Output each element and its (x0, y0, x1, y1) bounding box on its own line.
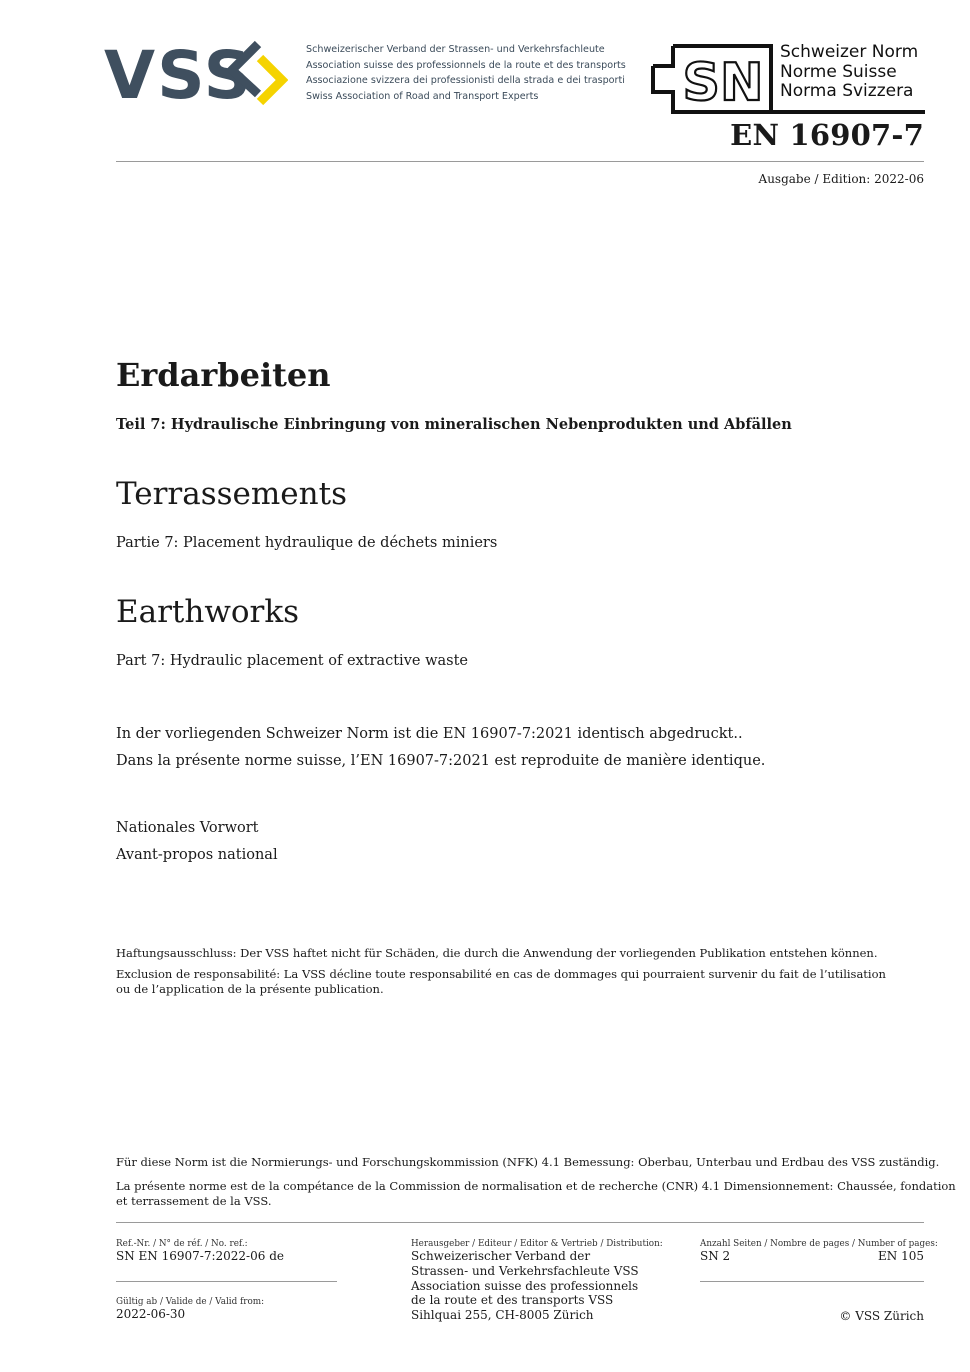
reference-divider (116, 1281, 337, 1282)
page-count-en: EN 105 (878, 1249, 924, 1263)
publisher-line: Schweizerischer Verband der (411, 1249, 591, 1263)
disclaimer-german (116, 946, 916, 961)
validity-value: 2022-06-30 (116, 1307, 186, 1321)
publisher-block (411, 1239, 663, 1323)
association-name-fr: Association suisse des professionnels de la route et des transports (306, 59, 626, 71)
edition-date: Ausgabe / Edition: 2022-06 (758, 172, 924, 186)
disclaimer-french (116, 967, 916, 997)
subtitle-english: Part 7: Hydraulic placement of extractive waste (116, 653, 468, 669)
committee-german-text: Für diese Norm ist die Normierungs- und Forschungskommission (NFK) 4.1 Bemessung: Oberbau, Unterbau und Erdbau des VSS zuständig. (116, 1155, 940, 1169)
disclaimer-german-text: Haftungsausschluss: Der VSS haftet nicht für Schäden, die durch die Anwendung der vorliegenden Publikation entstehen können. (116, 946, 878, 960)
publisher-label: Herausgeber / Editeur / Editor & Vertrieb / Distribution: (411, 1239, 663, 1249)
association-name-de: Schweizerischer Verband der Strassen- und Verkehrsfachleute (306, 44, 605, 55)
page-count-label: Anzahl Seiten / Nombre de pages / Number of pages: (700, 1239, 938, 1249)
footer-divider (116, 1222, 924, 1223)
publisher-address (411, 1249, 663, 1323)
title-english: Earthworks (116, 594, 300, 630)
page-count-block (700, 1239, 938, 1264)
document-number: EN 16907-7 (730, 118, 924, 152)
committee-french-line1: La présente norme est de la compétance de la Commission de normalisation et de recherche (CNR) 4.1 Dimensionnement: Chaussée, fondation (116, 1179, 956, 1193)
standard-name-it: Norma Svizzera (780, 81, 914, 101)
standard-name-fr: Norme Suisse (780, 61, 897, 82)
title-german: Erdarbeiten (116, 356, 331, 394)
reference-label: Ref.-Nr. / N° de réf. / No. ref.: (116, 1239, 248, 1249)
disclaimer-french-line2: ou de l’application de la présente publication. (116, 982, 384, 996)
validity-label: Gültig ab / Valide de / Valid from: (116, 1297, 265, 1307)
publisher-line: Sihlquai 255, CH-8005 Zürich (411, 1308, 594, 1323)
standard-name-de: Schweizer Norm (780, 42, 919, 62)
subtitle-german: Teil 7: Hydraulische Einbringung von mineralischen Nebenprodukten und Abfällen (116, 416, 792, 433)
page-count-divider (700, 1281, 924, 1282)
vss-logo (104, 36, 288, 106)
validity-block (116, 1297, 264, 1322)
copyright: © VSS Zürich (839, 1309, 924, 1323)
reference-block (116, 1239, 284, 1264)
committee-french (116, 1179, 956, 1209)
association-names (306, 42, 626, 104)
title-french: Terrassements (116, 476, 347, 512)
page-count-values (700, 1249, 924, 1264)
sn-logo-text: SN (682, 53, 764, 113)
reference-value: SN EN 16907-7:2022-06 de (116, 1249, 284, 1263)
identical-note-german: In der vorliegenden Schweizer Norm ist die EN 16907-7:2021 identisch abgedruckt.. (116, 726, 743, 742)
association-name-it: Associazione svizzera dei professionisti della strada e dei trasporti (306, 75, 625, 87)
committee-french-line2: et terrassement de la VSS. (116, 1194, 272, 1208)
identical-note-french: Dans la présente norme suisse, l’EN 16907-7:2021 est reproduite de manière identique. (116, 753, 766, 769)
subtitle-french: Partie 7: Placement hydraulique de déchets miniers (116, 535, 498, 551)
disclaimer-french-line1: Exclusion de responsabilité: La VSS décline toute responsabilité en cas de dommages qui pourraient survenir du fait de l’utilisation (116, 967, 886, 981)
committee-german (116, 1155, 940, 1170)
foreword-french: Avant-propos national (116, 847, 278, 863)
foreword-german: Nationales Vorwort (116, 820, 259, 836)
vss-logo-text: VSS (104, 37, 254, 106)
publisher-line: Strassen- und Verkehrsfachleute VSS (411, 1263, 639, 1278)
standard-names (780, 43, 918, 102)
association-name-en: Swiss Association of Road and Transport Experts (306, 90, 539, 102)
publisher-line: de la route et des transports VSS (411, 1293, 614, 1308)
page-count-sn: SN 2 (700, 1249, 731, 1263)
header-divider (116, 161, 924, 162)
publisher-line: Association suisse des professionnels (411, 1278, 639, 1293)
